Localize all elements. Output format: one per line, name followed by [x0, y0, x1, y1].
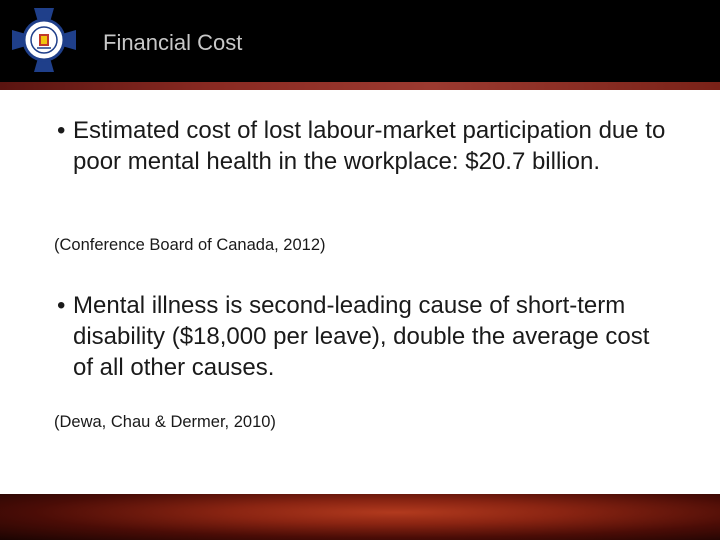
- bullet-marker: •: [57, 292, 66, 319]
- bullet-item: [57, 115, 667, 177]
- citation: (Dewa, Chau & Dermer, 2010): [54, 413, 276, 431]
- header-divider-stripe: [0, 82, 720, 90]
- bullet-text: Mental illness is second-leading cause of short-term disability ($18,000 per leave), double the average cost of all other causes.: [73, 292, 650, 381]
- bullet-item: [57, 290, 667, 383]
- bullet-text: Estimated cost of lost labour-market participation due to poor mental health in the workplace: $20.7 billion.: [73, 117, 666, 175]
- slide-title: Financial Cost: [103, 30, 243, 55]
- slide-header: [0, 0, 720, 82]
- bullet-marker: •: [57, 117, 66, 144]
- fire-department-badge-icon: [8, 4, 80, 76]
- slide-footer-band: [0, 494, 720, 540]
- slide-content: [0, 90, 720, 494]
- citation: (Conference Board of Canada, 2012): [54, 236, 326, 254]
